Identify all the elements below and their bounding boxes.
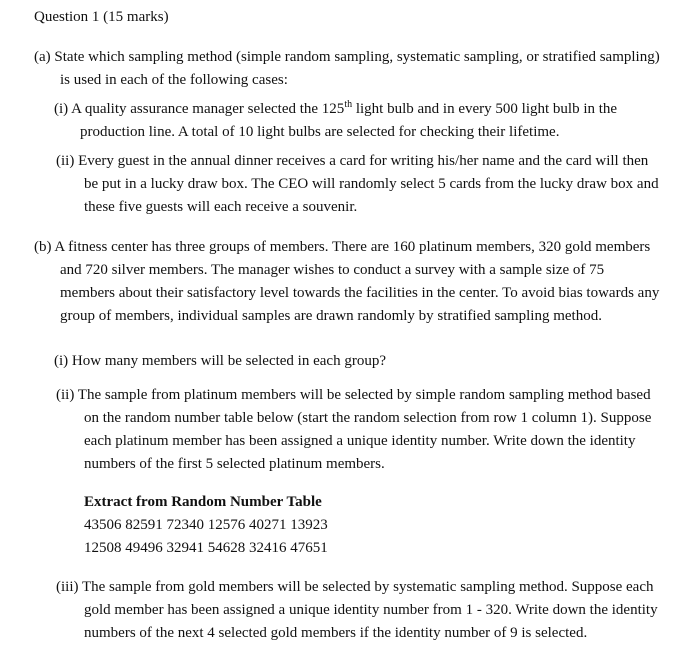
part-a-item-i-text-2: light bulb and in every 500 light bulb in the production line. A total of 10 light bulbs are selected for checking their lifetime. [80, 101, 618, 140]
random-number-table [84, 491, 328, 560]
part-b-item-i: (i) How many members will be selected in each group? [54, 353, 386, 369]
random-number-row: 43506 82591 72340 12576 40271 13923 [84, 517, 328, 533]
part-a-stem: (a) State which sampling method (simple random sampling, systematic sampling, or stratified sampling) is used in each of the following cases: [34, 49, 660, 88]
part-a-item-ii: (ii) Every guest in the annual dinner receives a card for writing his/her name and the card will then be put in a lucky draw box. The CEO will randomly select 5 cards from the lucky draw box and these five guests will each receive a souvenir. [56, 153, 659, 215]
ordinal-suffix: th [344, 99, 353, 110]
part-b-item-iii: (iii) The sample from gold members will be selected by systematic sampling method. Suppose each gold member has been assigned a unique identity number from 1 - 320. Write down the identity numbers of the next 4 selected gold members if the identity number of 9 is selected. [56, 579, 658, 641]
question-title: Question 1 (15 marks) [34, 9, 169, 25]
random-number-row: 12508 49496 32941 54628 32416 47651 [84, 540, 328, 556]
random-number-table-title: Extract from Random Number Table [84, 494, 322, 510]
part-a-item-i [54, 98, 660, 144]
part-b-stem: (b) A fitness center has three groups of members. There are 160 platinum members, 320 gold members and 720 silver members. The manager wishes to conduct a survey with a sample size of 75 members about their satisfactory level towards the facilities in the center. To avoid bias towards any group of members, individual samples are drawn randomly by stratified sampling method. [34, 239, 660, 324]
part-a-item-i-text-1: (i) A quality assurance manager selected the 125 [54, 101, 345, 117]
part-b-item-ii: (ii) The sample from platinum members will be selected by simple random sampling method based on the random number table below (start the random selection from row 1 column 1). Suppose each platinum member has been assigned a unique identity number. Write down the identity numbers of the first 5 selected platinum members. [56, 387, 652, 472]
